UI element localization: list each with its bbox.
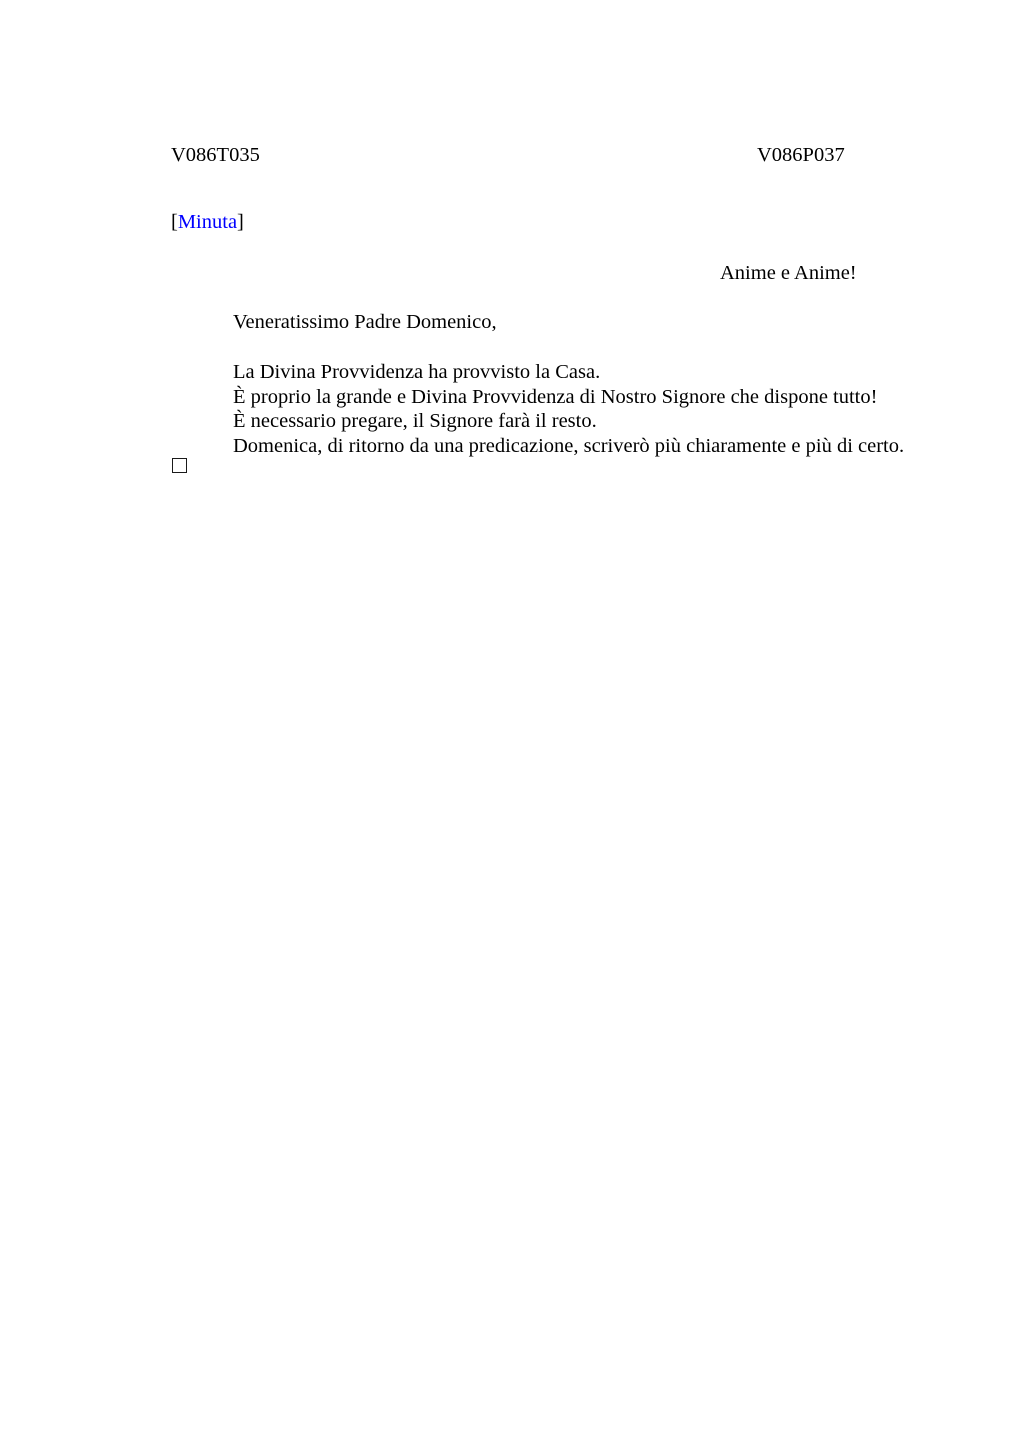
doc-code-right: V086P037 <box>757 144 845 166</box>
body-line-2: È proprio la grande e Divina Provvidenza di Nostro Signore che dispone tutto! <box>233 385 878 408</box>
minuta-link[interactable]: Minuta <box>177 211 238 233</box>
body-line-1: La Divina Provvidenza ha provvisto la Casa. <box>233 361 601 383</box>
greeting-line: Veneratissimo Padre Domenico, <box>233 311 497 333</box>
minuta-close-bracket: ] <box>237 211 244 233</box>
body-line-4: Domenica, di ritorno da una predicazione, scriverò più chiaramente e più di certo. <box>233 435 905 458</box>
body-line-3: È necessario pregare, il Signore farà il resto. <box>233 410 597 433</box>
end-marker-square-icon <box>172 458 187 473</box>
salutation-motto: Anime e Anime! <box>720 262 857 284</box>
minuta-open-bracket: [ <box>171 211 178 233</box>
doc-code-left: V086T035 <box>171 144 260 166</box>
minuta-line <box>171 212 244 233</box>
letter-body <box>233 360 904 459</box>
